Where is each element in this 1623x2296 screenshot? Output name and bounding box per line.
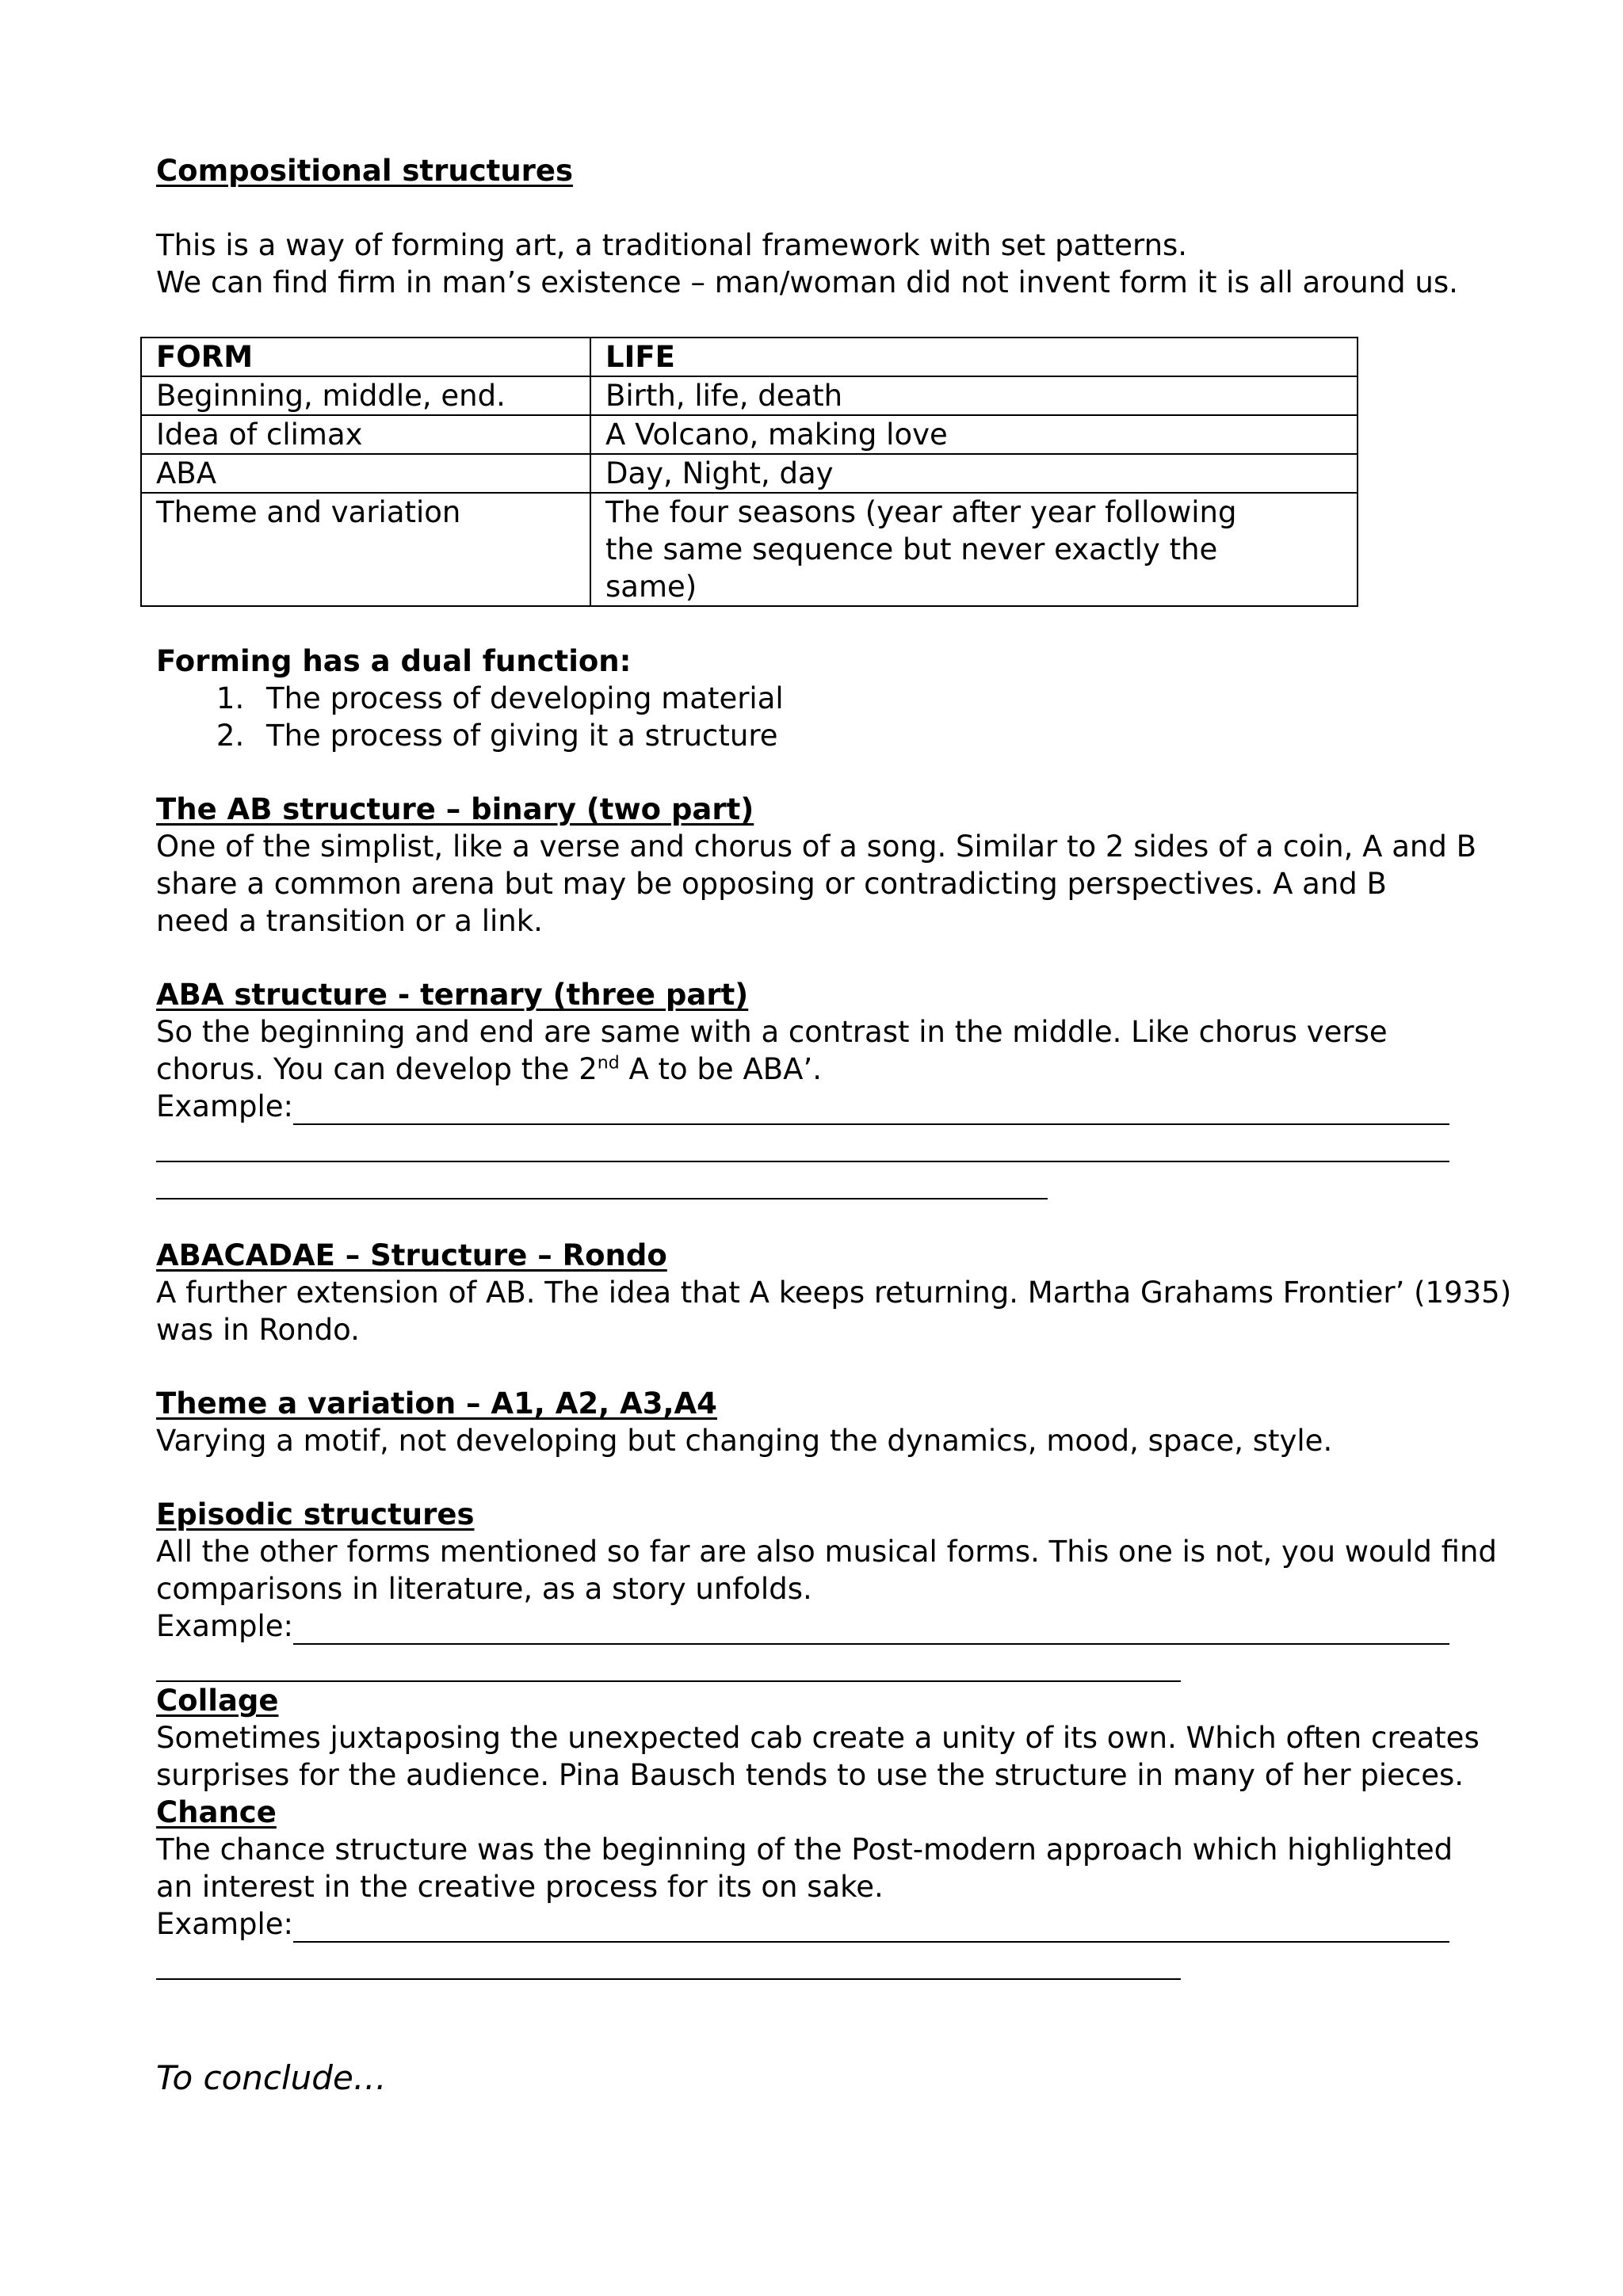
aba-example-row [156,1088,1449,1125]
aba-example-answer-line[interactable] [293,1092,1449,1125]
chance-heading: Chance [156,1795,277,1829]
table-header-form: FORM [141,338,590,376]
form-life-table [140,337,1358,607]
aba-heading: ABA structure - ternary (three part) [156,978,749,1012]
ab-line-1: One of the simplist, like a verse and chorus of a song. Similar to 2 sides of a coin, A and B [156,830,1476,864]
table-cell: Day, Night, day [590,454,1358,493]
rondo-line-2: was in Rondo. [156,1313,360,1347]
aba-line-2-sup: nd [597,1053,620,1074]
table-row [141,376,1358,415]
chance-line-2: an interest in the creative process for its on sake. [156,1870,884,1904]
chance-example-row [156,1905,1449,1943]
dual-function-list [156,680,1456,754]
aba-line-1: So the beginning and end are same with a contrast in the middle. Like chorus verse [156,1015,1388,1049]
ab-line-2: share a common arena but may be opposing or contradicting perspectives. A and B [156,867,1387,901]
chance-example-answer-line[interactable] [293,1909,1449,1943]
episodic-line-2: comparisons in literature, as a story unfolds. [156,1572,812,1606]
ab-heading: The AB structure – binary (two part) [156,792,754,826]
episodic-answer-line-2[interactable] [156,1645,1181,1682]
table-cell: Birth, life, death [590,376,1358,415]
table-cell: A Volcano, making love [590,415,1358,454]
list-item: 2. The process of giving it a structure [254,717,1456,754]
chance-example-label: Example: [156,1907,293,1941]
intro-line-2: We can find firm in man’s existence – man/woman did not invent form it is all around us. [156,265,1458,299]
ab-line-3: need a transition or a link. [156,904,543,938]
rondo-line-1: A further extension of AB. The idea that A keeps returning. Martha Grahams Frontier’ (1935) [156,1276,1512,1310]
episodic-example-answer-line[interactable] [293,1611,1449,1645]
collage-line-1: Sometimes juxtaposing the unexpected cab create a unity of its own. Which often creates [156,1721,1480,1755]
table-row [141,454,1358,493]
intro-line-1: This is a way of forming art, a traditional framework with set patterns. [156,228,1188,262]
episodic-heading: Episodic structures [156,1497,475,1531]
collage-line-2: surprises for the audience. Pina Bausch tends to use the structure in many of her pieces. [156,1758,1465,1792]
episodic-example-row [156,1608,1449,1645]
table-cell: Idea of climax [141,415,590,454]
episodic-line-1: All the other forms mentioned so far are also musical forms. This one is not, you would find [156,1535,1497,1569]
table-header-row [141,338,1358,376]
chance-line-1: The chance structure was the beginning of the Post-modern approach which highlighted [156,1833,1453,1867]
table-row [141,415,1358,454]
theme-text: Varying a motif, not developing but changing the dynamics, mood, space, style. [156,1424,1333,1458]
aba-answer-line-2[interactable] [156,1125,1449,1162]
collage-heading: Collage [156,1684,279,1718]
aba-line-2 [156,1051,1456,1088]
document-page [156,152,1512,2097]
aba-line-2-post: A to be ABA’. [619,1052,822,1086]
rondo-heading: ABACADAE – Structure – Rondo [156,1238,667,1272]
conclusion-text: To conclude… [156,2058,387,2097]
aba-example-label: Example: [156,1089,293,1123]
table-cell: ABA [141,454,590,493]
aba-line-2-pre: chorus. You can develop the 2 [156,1052,598,1086]
aba-answer-line-3[interactable] [156,1162,1048,1199]
table-cell: The four seasons (year after year following the same sequence but never exactly the same) [590,493,1358,606]
list-item: 1. The process of developing material [254,680,1456,717]
table-row [141,493,1358,606]
episodic-example-label: Example: [156,1609,293,1643]
table-header-life: LIFE [590,338,1358,376]
chance-answer-line-2[interactable] [156,1943,1181,1980]
table-cell: Theme and variation [141,493,590,606]
theme-heading: Theme a variation – A1, A2, A3,A4 [156,1386,717,1421]
dual-function-heading: Forming has a dual function: [156,644,632,678]
page-title: Compositional structures [156,154,574,188]
table-cell: Beginning, middle, end. [141,376,590,415]
